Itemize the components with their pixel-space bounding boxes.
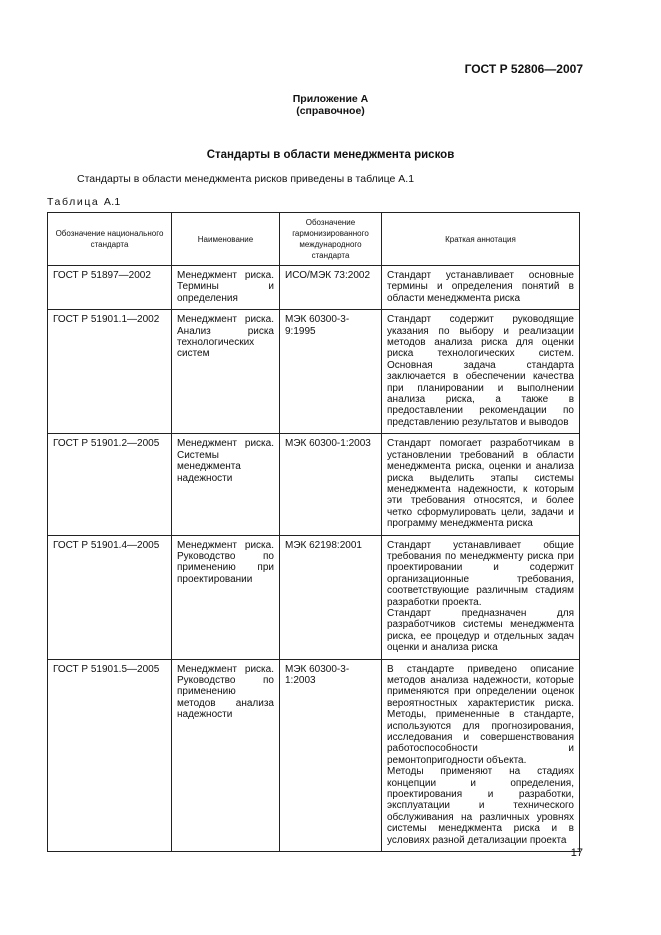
table-caption bbox=[47, 196, 121, 208]
cell-name: Менеджмент риска. Термины и определения bbox=[172, 266, 280, 310]
table-caption-number: А.1 bbox=[103, 196, 121, 208]
cell-national: ГОСТ Р 51901.1—2002 bbox=[48, 310, 172, 434]
page-number: 17 bbox=[570, 847, 583, 859]
cell-national: ГОСТ Р 51901.5—2005 bbox=[48, 659, 172, 852]
table-row bbox=[48, 659, 580, 852]
cell-international: МЭК 62198:2001 bbox=[280, 535, 382, 659]
cell-name: Менеджмент риска. Системы менеджмента надежности bbox=[172, 434, 280, 535]
table-row bbox=[48, 310, 580, 434]
section-title: Стандарты в области менеджмента рисков bbox=[206, 149, 455, 161]
table-row bbox=[48, 266, 580, 310]
table-header-row bbox=[48, 213, 580, 266]
cell-annotation: В стандарте приведено описание методов анализа надежности, которые применяются при определении оценок вероятностных характеристик риска. Методы, примененные в стандарте, используются для прогнозирования, исследования и совершенствования работоспособности и ремонтопригодности объекта. Методы применяют на стадиях концепции и определения, проектирования и разработки, эксплуатации и технического обслуживания на различных уровнях системы менеджмента риска и в условиях разной детализации проекта bbox=[382, 659, 580, 852]
cell-name: Менеджмент риска. Анализ риска технологических систем bbox=[172, 310, 280, 434]
cell-annotation: Стандарт устанавливает основные термины и определения понятий в области менеджмента риска bbox=[382, 266, 580, 310]
cell-international: ИСО/МЭК 73:2002 bbox=[280, 266, 382, 310]
cell-annotation: Стандарт помогает разработчикам в установлении требований в области менеджмента риска, оценки и анализа риска выделить этапы системы менеджмента надежности, к которым эти требования относятся, и более четко сформулировать цели, задачи и программу менеджмента риска bbox=[382, 434, 580, 535]
column-header-national: Обозначение национального стандарта bbox=[48, 213, 172, 266]
table-caption-word: Таблица bbox=[47, 196, 100, 208]
table-row bbox=[48, 434, 580, 535]
standards-table bbox=[47, 212, 580, 852]
cell-name: Менеджмент риска. Руководство по применению методов анализа надежности bbox=[172, 659, 280, 852]
intro-paragraph: Стандарты в области менеджмента рисков приведены в таблице А.1 bbox=[77, 173, 415, 185]
cell-national: ГОСТ Р 51897—2002 bbox=[48, 266, 172, 310]
cell-national: ГОСТ Р 51901.2—2005 bbox=[48, 434, 172, 535]
cell-annotation: Стандарт содержит руководящие указания по выбору и реализации методов анализа риска для оценки риска технологических систем. Основная задача стандарта заключается в обеспечении качества при планировании и выполнении анализа риска, а также в предоставлении рекомендации по представлению результатов и выводов bbox=[382, 310, 580, 434]
cell-international: МЭК 60300-3-1:2003 bbox=[280, 659, 382, 852]
appendix-subtitle: (справочное) bbox=[296, 105, 365, 117]
appendix-heading bbox=[0, 93, 661, 117]
column-header-name: Наименование bbox=[172, 213, 280, 266]
table-row bbox=[48, 535, 580, 659]
cell-international: МЭК 60300-1:2003 bbox=[280, 434, 382, 535]
cell-annotation: Стандарт устанавливает общие требования по менеджменту риска при проектировании и содержит организационные требования, соответствующие различным стадиям разработки проекта. Стандарт предназначен для разработчиков системы менеджмента риска, ее процедур и отдельных задач оценки и анализа риска bbox=[382, 535, 580, 659]
appendix-title: Приложение А bbox=[292, 93, 369, 105]
column-header-international: Обозначение гармонизированного международного стандарта bbox=[280, 213, 382, 266]
cell-name: Менеджмент риска. Руководство по применению при проектировании bbox=[172, 535, 280, 659]
column-header-annotation: Краткая аннотация bbox=[382, 213, 580, 266]
cell-national: ГОСТ Р 51901.4—2005 bbox=[48, 535, 172, 659]
cell-international: МЭК 60300-3-9:1995 bbox=[280, 310, 382, 434]
document-code: ГОСТ Р 52806—2007 bbox=[464, 62, 583, 76]
